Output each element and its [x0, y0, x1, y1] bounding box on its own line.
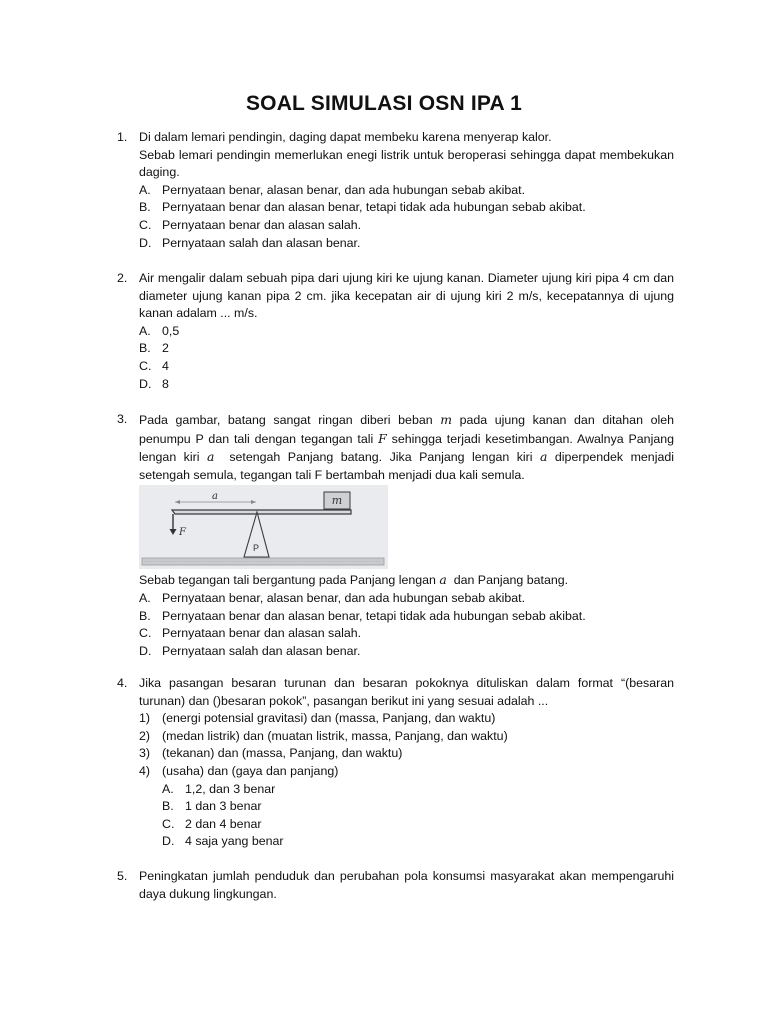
- answer-option: [139, 323, 674, 341]
- answer-option: [139, 217, 674, 235]
- answer-option: [139, 235, 674, 253]
- question-reason: Sebab tegangan tali bergantung pada Panjang lengan a dan Panjang batang.: [139, 572, 569, 588]
- var-a: a: [540, 449, 548, 465]
- item-key: 3): [139, 746, 151, 761]
- question-statement: Pada gambar, batang sangat ringan diberi beban m pada ujung kanan dan ditahan oleh penumpu P dan tali dengan tegangan tali F sehingga terjadi kesetimbangan. Awalnya Panjang lengan kiri a setengah Panjang batang. Jika Panjang lengan kiri a diperpendek menjadi setengah semula, tegangan tali F bertambah menjadi dua kali semula.: [139, 412, 674, 482]
- var-a: a: [207, 449, 215, 465]
- pivot-label: P: [252, 543, 260, 554]
- option-key: B.: [139, 608, 151, 623]
- option-text: 0,5: [162, 323, 180, 338]
- option-text: 1,2, dan 3 benar: [185, 781, 276, 796]
- page-title: SOAL SIMULASI OSN IPA 1: [245, 92, 523, 115]
- statement-item: [139, 728, 674, 746]
- question-2: [0, 270, 768, 393]
- question-1: [0, 129, 768, 252]
- var-m: m: [440, 412, 452, 427]
- item-text: (usaha) dan (gaya dan panjang): [162, 763, 339, 778]
- question-5: [0, 868, 768, 903]
- option-key: B.: [139, 200, 151, 215]
- option-key: B.: [139, 341, 151, 356]
- option-key: A.: [139, 323, 151, 338]
- lever-diagram: [139, 485, 388, 569]
- question-number: 4.: [117, 676, 128, 690]
- question-number: 2.: [117, 271, 128, 285]
- statement-item: [139, 745, 674, 763]
- option-text: 2: [162, 341, 169, 356]
- option-key: C.: [139, 626, 152, 641]
- answer-option: [162, 798, 674, 816]
- answer-option: [139, 340, 674, 358]
- option-text: Pernyataan benar, alasan benar, dan ada hubungan sebab akibat.: [162, 590, 526, 605]
- item-key: 1): [139, 711, 151, 726]
- question-statement: Peningkatan jumlah penduduk dan perubahan pola konsumsi masyarakat akan mempengaruhi daya dukung lingkungan.: [139, 869, 674, 901]
- option-key: A.: [139, 182, 151, 197]
- question-statement: Air mengalir dalam sebuah pipa dari ujung kiri ke ujung kanan. Diameter ujung kiri pipa 4 cm dan diameter ujung kanan pipa 2 cm. jika kecepatan air di ujung kiri 2 m/s, kecepatannya di ujung kanan adalam ... m/s.: [139, 271, 674, 321]
- option-text: 1 dan 3 benar: [185, 799, 262, 814]
- option-key: D.: [139, 643, 152, 658]
- arm-length-label: a: [212, 491, 218, 503]
- beam: [172, 510, 351, 514]
- option-text: Pernyataan benar, alasan benar, dan ada hubungan sebab akibat.: [162, 182, 526, 197]
- force-label: F: [179, 527, 186, 539]
- answer-option: [162, 833, 674, 851]
- answer-option: [162, 816, 674, 834]
- option-key: D.: [139, 235, 152, 250]
- option-text: Pernyataan salah dan alasan benar.: [162, 643, 361, 658]
- option-text: 4 saja yang benar: [185, 834, 284, 849]
- option-key: A.: [139, 590, 151, 605]
- option-key: A.: [162, 781, 174, 796]
- question-reason: Sebab lemari pendingin memerlukan enegi listrik untuk beroperasi sehingga dapat membekukan daging.: [139, 147, 674, 180]
- option-key: C.: [139, 217, 152, 232]
- option-key: B.: [162, 799, 174, 814]
- answer-option: [139, 590, 674, 608]
- statement-item: [139, 710, 674, 728]
- item-text: (tekanan) dan (massa, Panjang, dan waktu): [162, 746, 403, 761]
- option-key: D.: [162, 834, 175, 849]
- answer-option: [139, 199, 674, 217]
- option-text: Pernyataan benar dan alasan benar, tetapi tidak ada hubungan sebab akibat.: [162, 608, 586, 623]
- answer-option: [139, 625, 674, 643]
- option-text: 2 dan 4 benar: [185, 816, 262, 831]
- question-4: [0, 675, 768, 851]
- item-text: (energi potensial gravitasi) dan (massa, Panjang, dan waktu): [162, 711, 496, 726]
- question-3: [0, 411, 768, 660]
- option-key: C.: [139, 358, 152, 373]
- mass-label: m: [331, 494, 343, 508]
- item-key: 2): [139, 728, 151, 743]
- question-number: 5.: [117, 869, 128, 883]
- item-key: 4): [139, 763, 151, 778]
- option-text: Pernyataan benar dan alasan salah.: [162, 217, 362, 232]
- answer-option: [139, 608, 674, 626]
- question-number: 1.: [117, 130, 128, 144]
- var-F: F: [378, 430, 387, 446]
- option-text: Pernyataan benar dan alasan salah.: [162, 626, 362, 641]
- answer-option: [139, 182, 674, 200]
- option-key: D.: [139, 376, 152, 391]
- statement-item: [139, 763, 674, 781]
- var-a: a: [439, 572, 447, 588]
- item-text: (medan listrik) dan (muatan listrik, massa, Panjang, dan waktu): [162, 728, 508, 743]
- answer-option: [139, 376, 674, 394]
- lever-figure: [139, 485, 388, 569]
- answer-option: [162, 781, 674, 799]
- option-text: Pernyataan benar dan alasan benar, tetapi tidak ada hubungan sebab akibat.: [162, 200, 586, 215]
- option-key: C.: [162, 816, 175, 831]
- question-number: 3.: [117, 412, 128, 426]
- option-text: 8: [162, 376, 169, 391]
- question-statement: Di dalam lemari pendingin, daging dapat membeku karena menyerap kalor.: [139, 130, 552, 144]
- answer-option: [139, 643, 674, 661]
- option-text: 4: [162, 358, 169, 373]
- question-statement: Jika pasangan besaran turunan dan besaran pokoknya dituliskan dalam format “(besaran turunan) dan ()besaran pokok”, pasangan berikut ini yang sesuai adalah ...: [139, 676, 674, 708]
- option-text: Pernyataan salah dan alasan benar.: [162, 235, 361, 250]
- answer-option: [139, 358, 674, 376]
